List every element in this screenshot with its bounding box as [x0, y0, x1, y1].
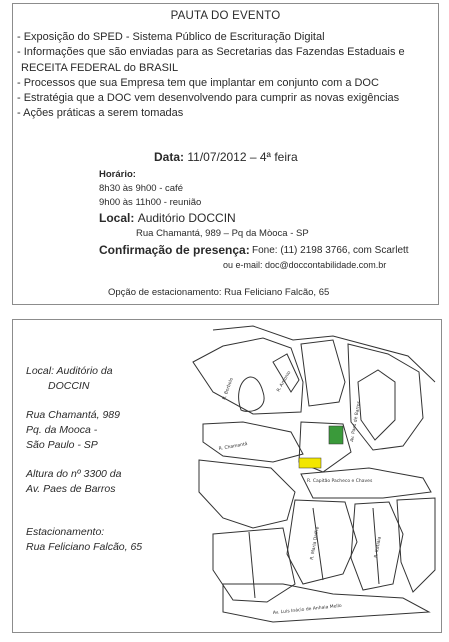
map-address-city: São Paulo - SP: [26, 439, 98, 451]
location-map-box: [12, 319, 442, 633]
date-label: Data:: [154, 150, 185, 164]
agenda-item: - Estratégia que a DOC vem desenvolvendo para cumprir as novas exigências: [17, 92, 400, 105]
map-address-district: Pq. da Mooca -: [26, 424, 98, 436]
agenda-item: - Informações que são enviadas para as Secretarias das Fazendas Estaduais e: [17, 46, 405, 59]
location-marker-green: [329, 426, 343, 444]
local-value: Auditório DOCCIN: [137, 211, 236, 225]
date-value: 11/07/2012 – 4ª feira: [187, 150, 298, 164]
map-parking-street: Rua Feliciano Falcão, 65: [26, 541, 143, 553]
schedule-meeting: 9h00 às 11h00 - reunião: [99, 197, 202, 208]
agenda-item: RECEITA FEDERAL do BRASIL: [21, 61, 179, 74]
address: Rua Chamantá, 989 – Pq da Mòoca - SP: [136, 228, 309, 239]
map-local-name: DOCCIN: [48, 380, 90, 392]
map-reference-1: Altura do nº 3300 da: [26, 468, 122, 480]
svg-text:R. Borbolo: R. Borbolo: [222, 377, 235, 401]
map-reference-2: Av. Paes de Barros: [26, 483, 116, 495]
schedule-label: Horário:: [99, 169, 136, 180]
event-title: PAUTA DO EVENTO: [170, 10, 281, 22]
svg-text:R. Antonio: R. Antonio: [276, 370, 293, 393]
agenda-item: - Processos que sua Empresa tem que implantar em conjunto com a DOC: [17, 76, 379, 89]
confirm-email[interactable]: ou e-mail: doc@doccontabilidade.com.br: [223, 260, 387, 270]
svg-text:R. Maria Daffre: R. Maria Daffre: [310, 526, 321, 561]
event-agenda-box: [12, 3, 439, 305]
schedule-coffee: 8h30 às 9h00 - café: [99, 183, 183, 194]
map-local-label: Local: Auditório da: [26, 365, 113, 377]
agenda-item: - Exposição do SPED - Sistema Público de Escrituração Digital: [17, 31, 325, 43]
local-line: [99, 211, 236, 225]
map-address-street: Rua Chamantá, 989: [26, 409, 120, 421]
confirm-phone: Fone: (11) 2198 3766, com Scarlett: [252, 245, 409, 256]
agenda-item: - Ações práticas a serem tomadas: [17, 107, 184, 120]
event-date: [154, 150, 298, 164]
svg-text:R. Chamantá: R. Chamantá: [218, 441, 249, 452]
map-info-text: [26, 364, 142, 555]
map-parking-label: Estacionamento:: [26, 526, 105, 538]
parking-option: Opção de estacionamento: Rua Feliciano Falcão, 65: [108, 287, 330, 298]
svg-text:Av. Paes de Barros: Av. Paes de Barros: [350, 400, 363, 443]
street-map: [183, 322, 438, 627]
agenda-list: [17, 30, 435, 122]
svg-text:R. Itatiaia: R. Itatiaia: [374, 536, 383, 559]
svg-text:Av. Luís Inácio de Anhaia Mell: Av. Luís Inácio de Anhaia Mello: [272, 603, 342, 616]
local-label: Local:: [99, 211, 135, 225]
confirm-label: Confirmação de presença:: [99, 243, 250, 257]
location-marker-yellow: [299, 458, 321, 468]
svg-text:R. Capitão Pacheco e Chaves: R. Capitão Pacheco e Chaves: [307, 479, 373, 484]
